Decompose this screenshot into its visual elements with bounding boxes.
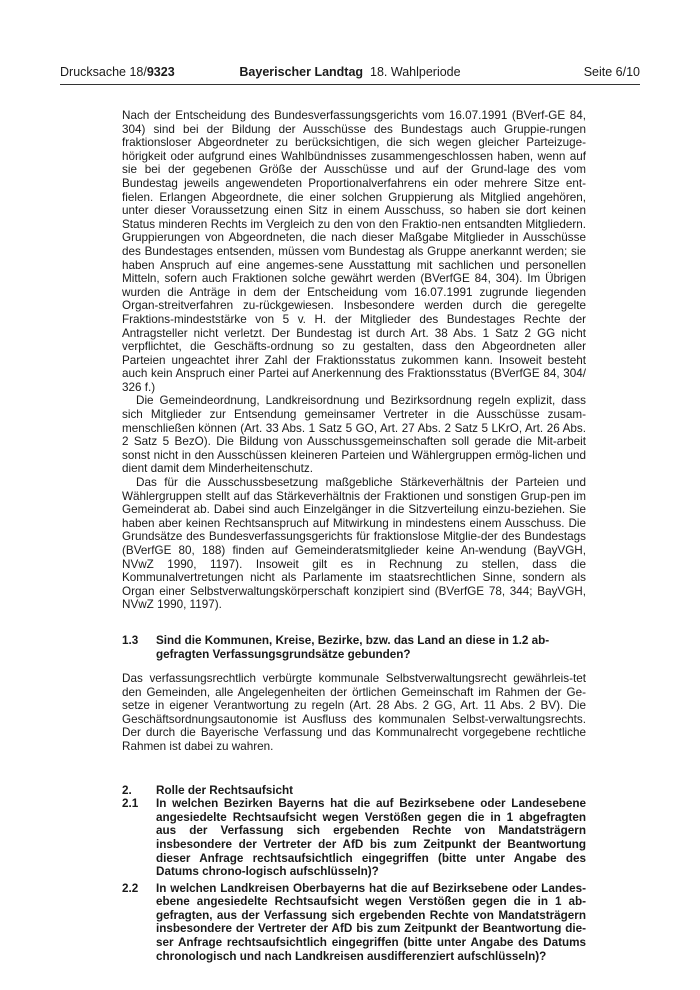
question-2-2-number: 2.2 xyxy=(122,881,139,895)
section-1-3-heading xyxy=(122,634,586,662)
question-2-1 xyxy=(122,797,586,879)
document-number-value: 9323 xyxy=(146,65,175,79)
paragraph-1: Nach der Entscheidung des Bundesverfassungsgerichts vom 16.07.1991 (BVerf-GE 84, 304) sind bei der Bildung der Ausschüsse des Bundestags auch Gruppie-rungen fraktionsloser Abgeordneter zu berücksichtigen, die sich wegen gleicher Parteizuge-hörigkeit oder aufgrund eines Wahlbündnisses zusammengeschlossen haben, wenn auf sie bei der gegebenen Größe der Ausschüsse und auf der Grund-lage des vom Bundestag jeweils angewendeten Proportionalverfahrens ein oder mehrere Sitze ent-fielen. Erlangen Abgeordnete, die einer solchen Gruppierung als Mitglied angehören, unter dieser Voraussetzung einen Sitz in einem Ausschuss, so haben sie dort keinen Status minderen Rechts im Vergleich zu den von den Fraktio-nen entsandten Mitgliedern. Gruppierungen von Abgeordneten, die nach dieser Maßgabe Mitglieder in Ausschüsse des Bundestages entsenden, müssen vom Bundestag als Gruppe anerkannt werden; sie haben Anspruch auf eine angemes-sene Ausstattung mit sachlichen und personellen Mitteln, sofern auch Fraktionen solche gewährt werden (BVerfGE 84, 304). Im Übrigen wurden die Anträge in dem der Entscheidung vom 16.07.1991 zugrunde liegenden Organ-streitverfahren zu-rückgewiesen. Insbesondere werden durch die geregelte Fraktions-mindeststärke von 5 v. H. der Mitglieder des Bundestages Rechte der Antragsteller nicht verletzt. Der Bundestag ist durch Art. 38 Abs. 1 Satz 2 GG nicht verpflichtet, die Geschäfts-ordnung so zu gestalten, dass den Abgeordneten aller Parteien ungeachtet ihrer Zahl der Fraktionsstatus zukommen kann. Insoweit besteht auch kein Anspruch einer Partei auf Anerkennung des Fraktionsstatus (BVerfGE 84, 304/ 326 f.) xyxy=(122,109,586,394)
page-header xyxy=(60,64,640,80)
question-2-2-text: In welchen Landkreisen Oberbayerns hat die auf Bezirksebene oder Landes-ebene angesiedelte Rechtsaufsicht wegen Verstößen gegen die in 1 ab-gefragten, aus der Verfassung sich ergebenden Rechte von Mandatsträgern insbesondere der Vertreter der AfD bis zum Zeitpunkt der Beantwortung die-ser Anfrage rechtsaufsichtlich eingegriffen (bitte unter Angabe des Datums chronologisch und nach Landkreisen ausdifferenziert aufschlüsseln)? xyxy=(156,881,586,963)
section-2-heading xyxy=(122,784,586,798)
section-1-3-text: Das verfassungsrechtlich verbürgte kommunale Selbstverwaltungsrecht gewährleis-tet den Gemeinden, alle Angelegenheiten der örtlichen Gemeinschaft im Rahmen der Ge-setze in eigener Verantwortung zu regeln (Art. 28 Abs. 2 GG, Art. 11 Abs. 2 BV). Die Geschäftsordnungsautonomie ist Ausfluss des kommunalen Selbst-verwaltungsrechts. Der durch die Bayerische Verfassung und das Kommunalrecht vorgegebene rechtliche Rahmen ist dabei zu wahren. xyxy=(122,671,586,753)
section-2-number: 2. xyxy=(122,783,132,797)
parliament-title xyxy=(60,64,640,80)
page-content xyxy=(122,109,586,963)
legislative-period: 18. Wahlperiode xyxy=(370,65,461,79)
question-2-1-number: 2.1 xyxy=(122,797,139,811)
paragraph-3: Das für die Ausschussbesetzung maßgebliche Stärkeverhältnis der Parteien und Wählergruppen stellt auf das Stärkeverhältnis der Fraktionen und sonstigen Grup-pen im Gemeinderat ab. Dabei sind auch Einzelgänger in die Sitzverteilung einzu-beziehen. Sie haben aber keinen Rechtsanspruch auf Mitwirkung in mindestens einem Ausschuss. Die Grundsätze des Bundesverfassungsgerichts für fraktionslose Mitglie-der des Bundestags (BVerfGE 80, 188) finden auf Gemeinderatsmitglieder keine An-wendung (BayVGH, NVwZ 1990, 1197). Insoweit gilt es in Rechnung zu stellen, dass die Kommunalvertretungen nicht als Parlamente im staatsrechtlichen Sinne, sondern als Organ einer Selbstverwaltungskörperschaft konzipiert sind (BVerfGE 78, 344; BayVGH, NVwZ 1990, 1197). xyxy=(122,476,586,612)
question-2-2 xyxy=(122,882,586,964)
section-1-3-title: Sind die Kommunen, Kreise, Bezirke, bzw. das Land an diese in 1.2 ab-gefragten Verfassungsgrundsätze gebunden? xyxy=(156,633,550,661)
question-2-1-text: In welchen Bezirken Bayerns hat die auf Bezirksebene oder Landesebene angesiedelte Rechtsaufsicht wegen Verstößen gegen die in 1 abgefragten aus der Verfassung sich ergebenden Rechte von Mandatsträgern insbesondere der Vertreter der AfD bis zum Zeitpunkt der Beantwortung dieser Anfrage rechtsaufsichtlich eingegriffen (bitte unter Angabe des Datums chrono-logisch aufschlüsseln)? xyxy=(156,797,586,879)
section-1-3-number: 1.3 xyxy=(122,633,139,647)
parliament-name: Bayerischer Landtag xyxy=(239,65,364,79)
paragraph-2: Die Gemeindeordnung, Landkreisordnung und Bezirksordnung regeln explizit, dass sich Mitglieder zur Entsendung gemeinsamer Vertreter in die Ausschüsse zusam-menschließen können (Art. 33 Abs. 1 Satz 5 GO, Art. 27 Abs. 2 Satz 5 LKrO, Art. 26 Abs. 2 Satz 5 BezO). Die Bildung von Ausschussgemeinschaften soll gerade die Mit-arbeit sonst nicht in den Ausschüssen kleineren Parteien und Wählergruppen ermög-lichen und dient damit dem Minderheitenschutz. xyxy=(122,394,586,476)
header-divider xyxy=(60,84,640,85)
document-number-prefix: Drucksache 18/ xyxy=(60,65,147,79)
page-number: Seite 6/10 xyxy=(583,65,640,79)
section-2-title: Rolle der Rechtsaufsicht xyxy=(156,783,294,797)
